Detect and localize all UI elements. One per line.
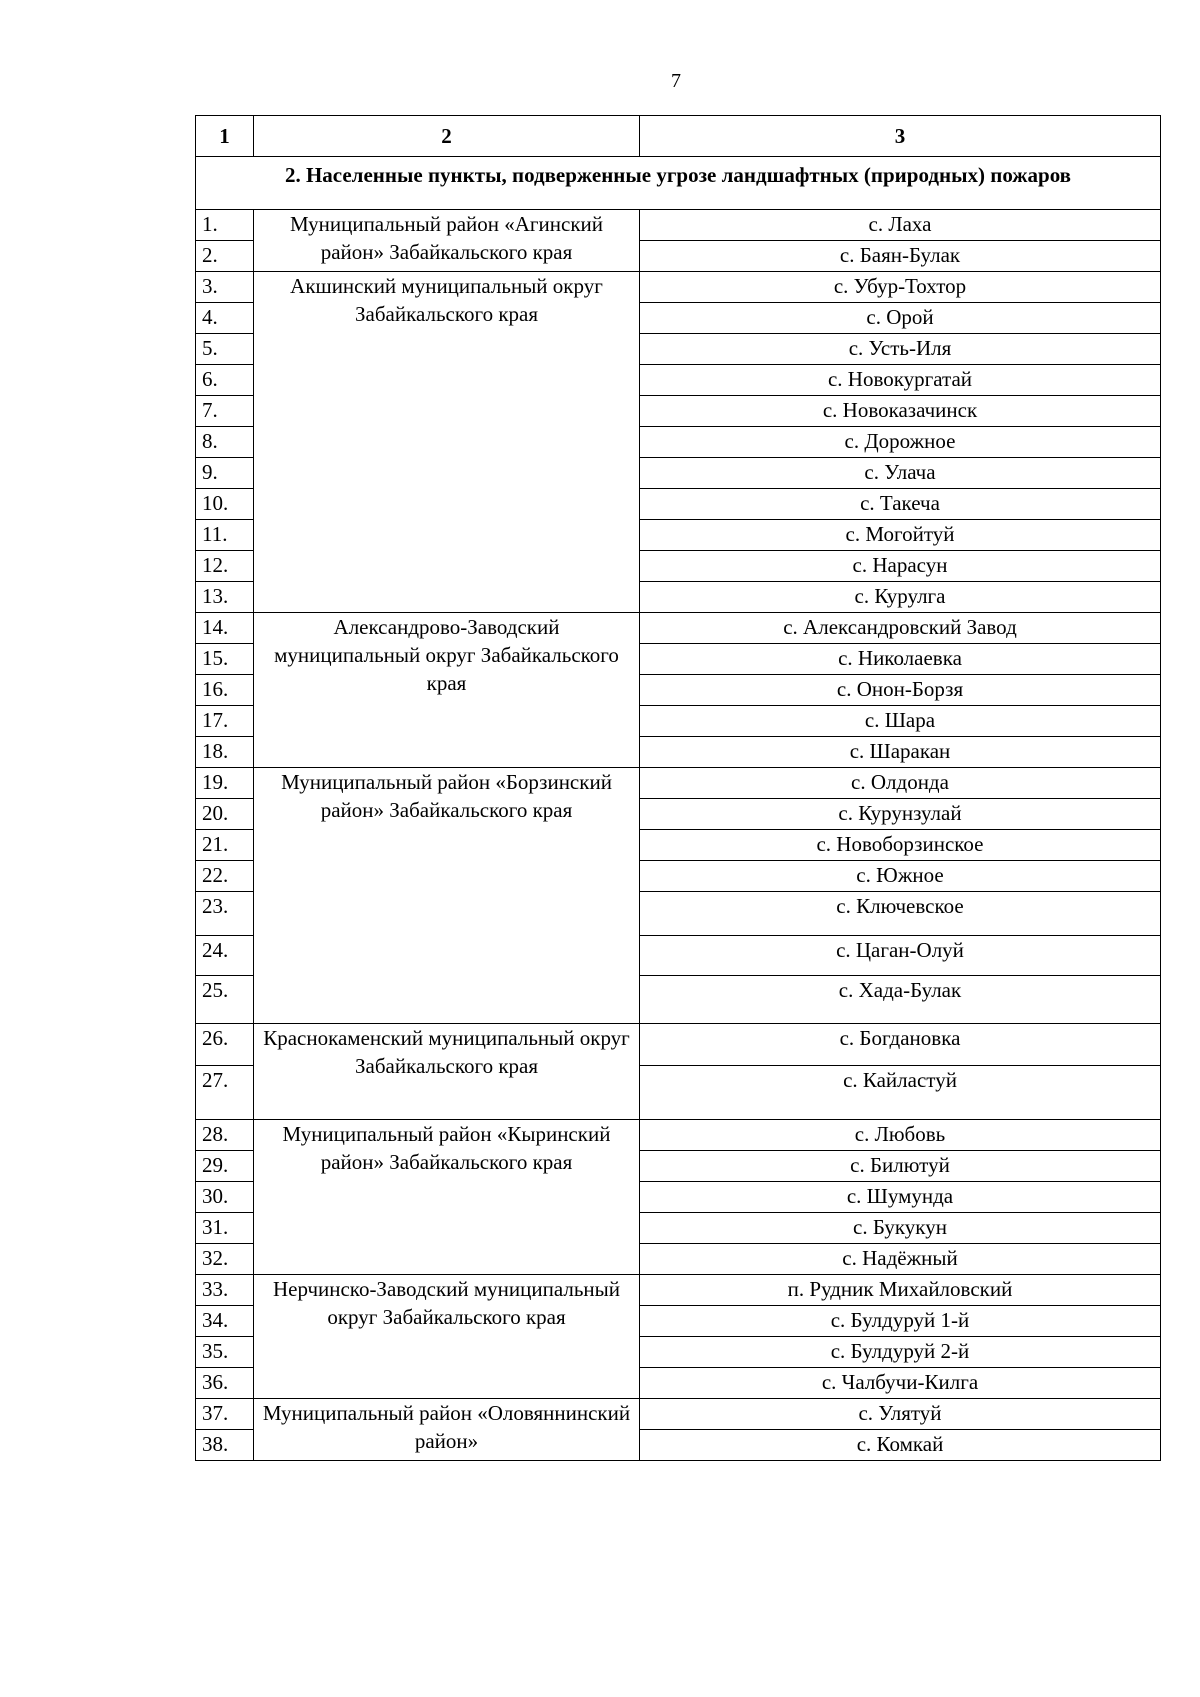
settlement-name: с. Улача <box>640 458 1161 489</box>
settlement-name: с. Новоказачинск <box>640 396 1161 427</box>
row-number: 32. <box>196 1244 254 1275</box>
row-number: 10. <box>196 489 254 520</box>
row-number: 12. <box>196 551 254 582</box>
row-number: 25. <box>196 976 254 1024</box>
row-number: 33. <box>196 1275 254 1306</box>
settlement-name: с. Букукун <box>640 1213 1161 1244</box>
row-number: 37. <box>196 1399 254 1430</box>
settlement-name: с. Могойтуй <box>640 520 1161 551</box>
settlement-name: с. Улятуй <box>640 1399 1161 1430</box>
settlement-name: с. Богдановка <box>640 1024 1161 1066</box>
row-number: 31. <box>196 1213 254 1244</box>
settlement-name: с. Орой <box>640 303 1161 334</box>
district-name: Муниципальный район «Оловяннинский район» <box>254 1399 640 1461</box>
row-number: 19. <box>196 768 254 799</box>
header-cell-2: 2 <box>254 116 640 157</box>
table-body <box>196 116 1161 1461</box>
row-number: 9. <box>196 458 254 489</box>
row-number: 38. <box>196 1430 254 1461</box>
table-row <box>196 613 1161 644</box>
settlement-name: с. Булдуруй 2-й <box>640 1337 1161 1368</box>
row-number: 35. <box>196 1337 254 1368</box>
row-number: 13. <box>196 582 254 613</box>
settlement-name: с. Александровский Завод <box>640 613 1161 644</box>
row-number: 5. <box>196 334 254 365</box>
settlement-name: п. Рудник Михайловский <box>640 1275 1161 1306</box>
district-name: Нерчинско-Заводский муниципальный округ Забайкальского края <box>254 1275 640 1399</box>
settlement-name: с. Любовь <box>640 1120 1161 1151</box>
settlement-name: с. Шаракан <box>640 737 1161 768</box>
table-row <box>196 1024 1161 1066</box>
section-row <box>196 157 1161 210</box>
settlement-name: с. Такеча <box>640 489 1161 520</box>
table-row <box>196 210 1161 241</box>
row-number: 8. <box>196 427 254 458</box>
table-row <box>196 768 1161 799</box>
row-number: 23. <box>196 892 254 936</box>
header-cell-1: 1 <box>196 116 254 157</box>
row-number: 27. <box>196 1066 254 1120</box>
settlement-name: с. Новоборзинское <box>640 830 1161 861</box>
district-name: Акшинский муниципальный округ Забайкальского края <box>254 272 640 613</box>
settlement-name: с. Билютуй <box>640 1151 1161 1182</box>
district-name: Муниципальный район «Борзинский район» Забайкальского края <box>254 768 640 1024</box>
row-number: 6. <box>196 365 254 396</box>
settlement-name: с. Цаган-Олуй <box>640 936 1161 976</box>
settlement-name: с. Хада-Булак <box>640 976 1161 1024</box>
table-row <box>196 1399 1161 1430</box>
row-number: 36. <box>196 1368 254 1399</box>
table-row <box>196 1275 1161 1306</box>
district-name: Краснокаменский муниципальный округ Забайкальского края <box>254 1024 640 1120</box>
table-row <box>196 1120 1161 1151</box>
row-number: 22. <box>196 861 254 892</box>
row-number: 21. <box>196 830 254 861</box>
row-number: 17. <box>196 706 254 737</box>
settlement-name: с. Усть-Иля <box>640 334 1161 365</box>
settlement-name: с. Комкай <box>640 1430 1161 1461</box>
district-name: Александрово-Заводский муниципальный округ Забайкальского края <box>254 613 640 768</box>
settlement-name: с. Новокургатай <box>640 365 1161 396</box>
settlement-name: с. Булдуруй 1-й <box>640 1306 1161 1337</box>
settlement-name: с. Олдонда <box>640 768 1161 799</box>
settlement-name: с. Шумунда <box>640 1182 1161 1213</box>
settlement-name: с. Дорожное <box>640 427 1161 458</box>
row-number: 15. <box>196 644 254 675</box>
row-number: 29. <box>196 1151 254 1182</box>
settlement-name: с. Ключевское <box>640 892 1161 936</box>
settlement-name: с. Онон-Борзя <box>640 675 1161 706</box>
section-title: 2. Населенные пункты, подверженные угрозе ландшафтных (природных) пожаров <box>196 157 1161 210</box>
settlement-name: с. Надёжный <box>640 1244 1161 1275</box>
header-cell-3: 3 <box>640 116 1161 157</box>
header-row <box>196 116 1161 157</box>
row-number: 24. <box>196 936 254 976</box>
row-number: 18. <box>196 737 254 768</box>
row-number: 20. <box>196 799 254 830</box>
table-row <box>196 272 1161 303</box>
row-number: 4. <box>196 303 254 334</box>
district-name: Муниципальный район «Кыринский район» Забайкальского края <box>254 1120 640 1275</box>
row-number: 3. <box>196 272 254 303</box>
settlement-name: с. Николаевка <box>640 644 1161 675</box>
page-number: 7 <box>671 70 681 92</box>
settlement-name: с. Нарасун <box>640 551 1161 582</box>
district-name: Муниципальный район «Агинский район» Забайкальского края <box>254 210 640 272</box>
settlement-name: с. Убур-Тохтор <box>640 272 1161 303</box>
row-number: 2. <box>196 241 254 272</box>
settlement-name: с. Лаха <box>640 210 1161 241</box>
row-number: 30. <box>196 1182 254 1213</box>
settlements-table <box>195 115 1161 1461</box>
settlement-name: с. Шара <box>640 706 1161 737</box>
row-number: 14. <box>196 613 254 644</box>
settlement-name: с. Кайластуй <box>640 1066 1161 1120</box>
settlement-name: с. Курулга <box>640 582 1161 613</box>
row-number: 1. <box>196 210 254 241</box>
settlement-name: с. Южное <box>640 861 1161 892</box>
row-number: 26. <box>196 1024 254 1066</box>
settlement-name: с. Баян-Булак <box>640 241 1161 272</box>
settlement-name: с. Курунзулай <box>640 799 1161 830</box>
row-number: 11. <box>196 520 254 551</box>
row-number: 16. <box>196 675 254 706</box>
row-number: 34. <box>196 1306 254 1337</box>
row-number: 7. <box>196 396 254 427</box>
settlement-name: с. Чалбучи-Килга <box>640 1368 1161 1399</box>
row-number: 28. <box>196 1120 254 1151</box>
